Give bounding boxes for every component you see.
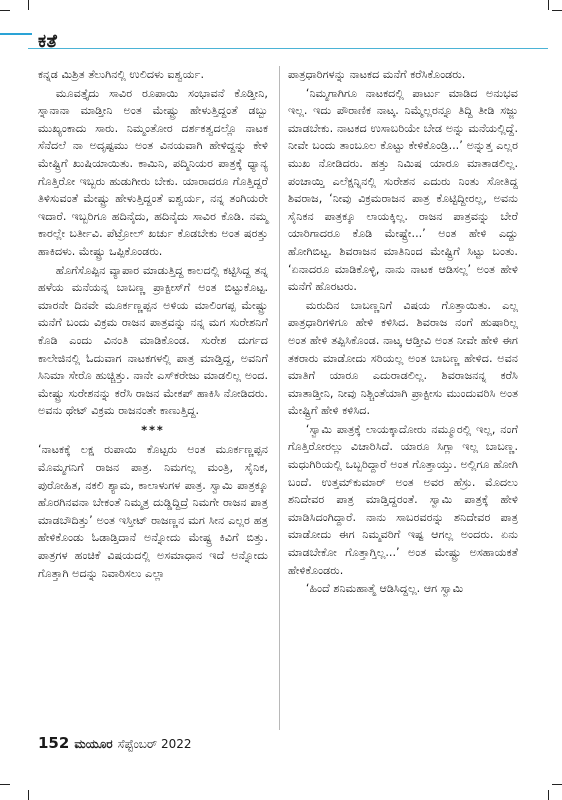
crop-mark — [552, 10, 562, 11]
paragraph: ‘ಸ್ವಾಮಿ ಪಾತ್ರಕ್ಕೆ ಲಾಯಕ್ಕಾದೋರು ನಮ್ಮೂರಲ್ಲಿ ಇಲ್ಲ, ನಂಗೆ ಗೊತ್ತಿರೋರಲ್ಲು ವಿಚಾರಿಸಿದೆ. ಯಾರೂ ಸಿಗ್ಲಾ ಇಲ್ಲ ಬಾಬಣ್ಣ. ಮಧುಗಿರಿಯಲ್ಲಿ ಒಬ್ಬರಿದ್ದಾರೆ ಅಂತ ಗೊತ್ತಾಯ್ತು. ಅಲ್ಲಿಗೂ ಹೋಗಿ ಬಂದೆ. ಉತ್ತಮ್‌ಕುಮಾರ್ ಅಂತ ಅವರ ಹೆಸ್ರು. ಮೊದಲು ಶನಿದೇವರ ಪಾತ್ರ ಮಾಡ್ತಿದ್ದರಂತೆ. ಸ್ವಾಮಿ ಪಾತ್ರಕ್ಕೆ ಹೇಳಿ ಮಾಡಿಸಿದಂಗಿದ್ದಾರೆ. ನಾನು ಸಾಬರವರನ್ನು ಶನಿದೇವರ ಪಾತ್ರ ಮಾಡೋದು ಈಗ ನಿಮ್ಮವರಿಗೆ ಇಷ್ಟ ಆಗಲ್ಲ ಅಂದರು. ಏನು ಮಾಡಬೇಕೋ ಗೊತ್ತಾಗ್ತಿಲ್ಲ...’ ಅಂತ ಮೇಷ್ಟ್ರು ಅಸಹಾಯಕತೆ ಹೇಳಿಕೊಂಡರು. — [288, 422, 518, 577]
paragraph: ಪಾತ್ರಧಾರಿಗಳನ್ನು ನಾಟಕದ ಮನೆಗೆ ಕರೆಸಿಕೊಂಡರು. — [288, 68, 466, 81]
page-footer — [38, 734, 192, 752]
section-separator: *** — [141, 423, 165, 437]
paragraph: ‘ನಾಟಕಕ್ಕೆ ಲಕ್ಷ ರುಪಾಯಿ ಕೊಟ್ಟರು ಅಂತ ಮೂರ್ಕಣ್ಣಪ್ಪನ ಮೊಮ್ಮಗನಿಗೆ ರಾಜನ ಪಾತ್ರ. ನಿಮಗಲ್ಲ ಮಂತ್ರಿ, ಸೈನಿಕ, ಪುರೋಹಿತ, ನಕಲಿ ಶ್ಯಾಮ, ಕಾಲಾಳುಗಳ ಪಾತ್ರ. ಸ್ವಾಮಿ ಪಾತ್ರಕ್ಕೂ ಹೊರಗಿನವನಾ ಬೇಕಂತೆ ನಿಮ್ಮತ್ರ ದುಡ್ಡಿದ್ದಿದ್ರೆ ನಿಮಗೇ ರಾಜನ ಪಾತ್ರ ಮಾಡಬೌದಿತ್ತು’ ಅಂತ ಇಸ್ತೀಟ್ ರಾಜಣ್ಣನ ಮಗ ಸೀನ ಎಲ್ಲರ ಹತ್ರ ಹೇಳಿಕೊಂಡು ಓಡಾಡ್ತಿದಾನೆ ಅನ್ನೋದು ಮೇಷ್ಟ್ರ ಕಿವಿಗೆ ಬಿತ್ತು. ಪಾತ್ರಗಳ ಹಂಚಿಕೆ ವಿಷಯದಲ್ಲಿ ಅಸಮಾಧಾನ ಇದೆ ಅನ್ನೋದು ಗೊತ್ತಾಗಿ ಅದನ್ನು ನಿವಾರಿಸಲು ಎಲ್ಲಾ — [38, 443, 268, 580]
paragraph: ‘ಹಿಂದೆ ಶನಿಮಹಾತ್ಮೆ ಆಡಿಸಿದ್ದಲ್ಲ. ಆಗ ಸ್ವಾಮಿ — [305, 582, 464, 596]
page-number: 152 — [38, 734, 70, 752]
right-column — [288, 66, 518, 599]
column-divider — [279, 66, 280, 730]
crop-mark — [0, 10, 10, 11]
header-rule — [28, 48, 548, 49]
paragraph: ಮರುದಿನ ಬಾಬಣ್ಣನಿಗೆ ವಿಷಯ ಗೊತ್ತಾಯಿತು. ಎಲ್ಲ ಪಾತ್ರಧಾರಿಗಳಿಗೂ ಹೇಳಿ ಕಳಿಸಿದ. ಶಿವರಾಜ ನಂಗೆ ಹುಷಾರಿಲ್ಲ ಅಂತ ಹೇಳಿ ತಪ್ಪಿಸಿಕೊಂಡ. ನಾಟ್ಕ ಆಡ್ತೀವಿ ಅಂತ ನೀವೇ ಹೇಳಿ ಈಗ ತಕರಾರು ಮಾಡೋದು ಸರಿಯಲ್ಲ ಅಂತ ಬಾಬಣ್ಣ ಹೇಳಿದ. ಅವನ ಮಾತಿಗೆ ಯಾರೂ ಎದುರಾಡಲಿಲ್ಲ. ಶಿವರಾಜನನ್ನ ಕರೆಸಿ ಮಾತಾಡ್ತೀನಿ, ನೀವು ನಿಶ್ಚಿಂತೆಯಾಗಿ ಪ್ರಾಕ್ಟೀಸು ಮುಂದುವರಿಸಿ ಅಂತ ಮೇಷ್ಟ್ರಿಗೆ ಹೇಳಿ ಕಳಿಸಿದ. — [288, 298, 518, 418]
crop-mark — [548, 790, 549, 800]
section-accent-bar — [0, 33, 32, 35]
section-title: ಕತೆ — [38, 31, 58, 52]
crop-mark — [28, 790, 29, 800]
crop-mark — [28, 0, 29, 10]
paragraph: ಹೊಗೆಸೊಪ್ಪಿನ ವ್ಯಾಪಾರ ಮಾಡುತ್ತಿದ್ದ ಕಾಲದಲ್ಲಿ ಕಟ್ಟಿಸಿದ್ದ ತನ್ನ ಹಳೆಯ ಮನೆಯನ್ನ ಬಾಬಣ್ಣ ಪ್ರಾಕ್ಟೀಸ್‌ಗೆ ಅಂತ ಬಿಟ್ಟುಕೊಟ್ಟ. ಮಾರನೇ ದಿನವೇ ಮೂರ್ಕಣ್ಣಪ್ಪನ ಅಳಿಯ ಮಾಲಿಂಗಪ್ಪ ಮೇಷ್ಟ್ರು ಮನೆಗೆ ಬಂದು ವಿಕ್ರಮ ರಾಜನ ಪಾತ್ರವನ್ನು ನನ್ನ ಮಗ ಸುರೇಶನಿಗೆ ಕೊಡಿ ಎಂದು ವಿನಂತಿ ಮಾಡಿಕೊಂಡ. ಸುರೇಶ ದುರ್ಗದ ಕಾಲೇಜಿನಲ್ಲಿ ಓದುವಾಗ ನಾಟಕಗಳಲ್ಲಿ ಪಾತ್ರ ಮಾಡ್ತಿದ್ದ, ಅವನಿಗೆ ಸಿನಿಮಾ ಸೇರೊ ಹುಚ್ಚಿತ್ತು. ನಾನೇ ಎಸ್‌ಕರೇಜು ಮಾಡಲಿಲ್ಲ ಅಂದ. ಮೇಷ್ಟ್ರು ಸುರೇಶನನ್ನು ಕರೆಸಿ ರಾಜನ ಮೇಕಪ್ ಹಾಕಿಸಿ ನೋಡಿದರು. ಅವನು ಥೇಟ್ ವಿಕ್ರಮ ರಾಜನಂತೇ ಕಾಣುತ್ತಿದ್ದ. — [38, 263, 268, 418]
left-column — [38, 66, 268, 583]
paragraph: ‘ನಿಮ್ಮಗಾಗಿಗೂ ನಾಟಕದಲ್ಲಿ ಪಾರ್ಟು ಮಾಡಿದ ಅನುಭವ ಇಲ್ಲ. ಇದು ಪೌರಾಣಿಕ ನಾಟ್ಕ. ನಿಮ್ಮೆಲ್ಲರನ್ನೂ ತಿದ್ದಿ ತೀಡಿ ಸಜ್ಜು ಮಾಡಬೇಕು. ನಾಟಕದ ಉಸಾಬರಿಯೇ ಬೇಡ ಅನ್ನು ಮನೆಯಲ್ಲಿದ್ದೆ. ನೀವೇ ಬಂದು ತಾಂಬೂಲ ಕೊಟ್ಟು ಕೇಳಿಕೊಂಡ್ರಿ...’ ಅನ್ನುತ್ತ ಎಲ್ಲರ ಮುಖ ನೋಡಿದರು. ಹತ್ತು ನಿಮಿಷ ಯಾರೂ ಮಾತಾಡಲಿಲ್ಲ. ಪಂಚಾಯ್ತಿ ಎಲೆಕ್ಷನ್ನಿನಲ್ಲಿ ಸುರೇಶನ ಎದುರು ನಿಂತು ಸೋತಿದ್ದ ಶಿವರಾಜ, ‘ನೀವು ವಿಕ್ರಮರಾಜನ ಪಾತ್ರ ಕೊಟ್ಟಿದ್ದೀರಲ್ಲ, ಅವನು ಸೈನಿಕನ ಪಾತ್ರಕ್ಕೂ ಲಾಯಕ್ಕಿಲ್ಲ. ರಾಜನ ಪಾತ್ರವನ್ನು ಬೇರೆ ಯಾರಿಗಾದರೂ ಕೊಡಿ ಮೇಷ್ಟ್ರೇ...’ ಅಂತ ಹೇಳಿ ಎದ್ದು ಹೋಗಿಬಿಟ್ಟ. ಶಿವರಾಜನ ಮಾತಿನಿಂದ ಮೇಷ್ಟ್ರಿಗೆ ಸಿಟ್ಟು ಬಂತು. ‘ಏನಾದರೂ ಮಾಡಿಕೊಳ್ಳಿ, ನಾನು ನಾಟಕ ಆಡಿಸಲ್ಲ’ ಅಂತ ಹೇಳಿ ಮನೆಗೆ ಹೊರಟರು. — [288, 86, 518, 294]
crop-mark — [0, 784, 10, 785]
paragraph: ಮೂವತ್ತೈದು ಸಾವಿರ ರೂಪಾಯಿ ಸಂಭಾವನೆ ಕೊಡ್ತೀನಿ, ಸ್ನಾನಾನಾ ಮಾಡ್ತೀನಿ ಅಂತ ಮೇಷ್ಟ್ರು ಹೇಳುತ್ತಿದ್ದಂತೆ ಡಬ್ಬು ಮುಖ್ಯಂಕಾದು ಸಾರು. ನಿಮ್ಮಂತೋರ ದರ್ಶಕತ್ವದಲ್ಲೊ ನಾಟಕ ಸೆನೆದಲೆ ನಾ ಅದೃಷ್ಟಮು ಅಂತ ವಿನಯವಾಗಿ ಹೇಳಿದ್ದನ್ನು ಕೇಳಿ ಮೇಷ್ಟ್ರಿಗೆ ಖುಷಿಯಾಯಿತು. ಕಾಮಿನಿ, ಪದ್ಮಿನಿಯರ ಪಾತ್ರಕ್ಕೆ ಧ್ಯಾನ್ಯ ಗೊತ್ತಿರೋ ಇಬ್ಬರು ಹುಡುಗೀರು ಬೇಕು. ಯಾರಾದರೂ ಗೊತ್ತಿದ್ದರೆ ತಿಳಿಸುವಂತೆ ಮೇಷ್ಟ್ರು ಹೇಳುತ್ತಿದ್ದಂತೆ ಐಶ್ವರ್ಯ, ನನ್ನ ತಂಗಿಯರೇ ಇದಾರೆ. ಇಬ್ಬರಿಗೂ ಹದಿನೈದು, ಹದಿನೈದು ಸಾವಿರ ಕೊಡಿ. ನಮ್ಮ ಕಾರಲ್ಲೇ ಬರ್ತೀವಿ. ಪೆಟ್ರೋಲ್ ಖರ್ಚು ಕೊಡಬೇಕು ಅಂತ ಷರತ್ತು ಹಾಕಿದಳು. ಮೇಷ್ಟ್ರು ಒಪ್ಪಿಕೊಂಡರು. — [38, 86, 268, 258]
issue-date: ಸೆಪ್ಟೆಂಬರ್ 2022 — [117, 737, 192, 751]
crop-mark — [548, 0, 549, 10]
magazine-name: ಮಯೂರ — [74, 737, 113, 751]
paragraph: ಕನ್ನಡ ಮಿಶ್ರಿತ ತೆಲುಗಿನಲ್ಲಿ ಉಲಿದಳು ಐಶ್ವರ್ಯ. — [38, 68, 205, 81]
crop-mark — [552, 784, 562, 785]
